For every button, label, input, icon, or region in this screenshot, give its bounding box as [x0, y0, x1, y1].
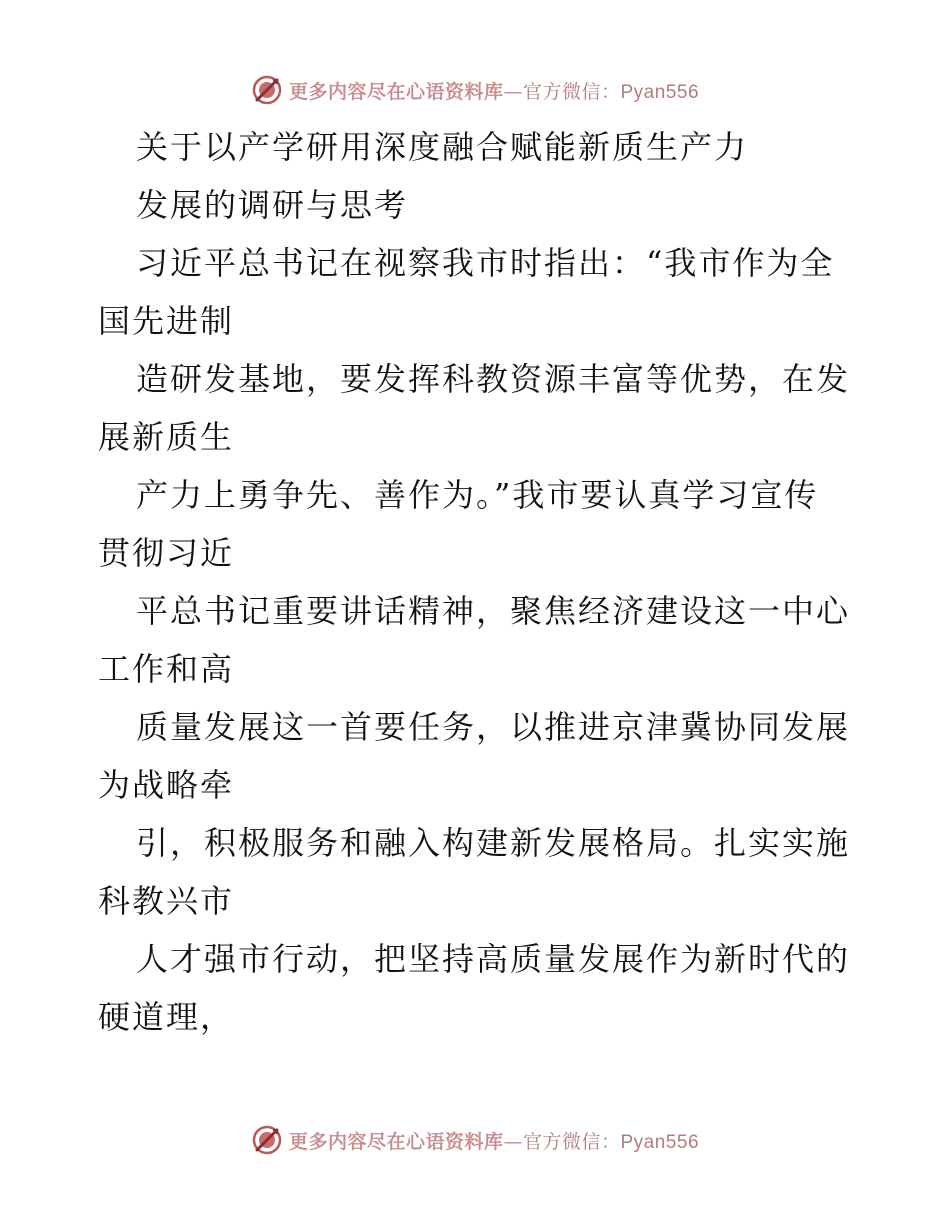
footer-watermark: [0, 1120, 950, 1160]
document-line: 人才强市行动，把坚持高质量发展作为新时代的: [136, 940, 851, 978]
document-line: 硬道理，: [98, 998, 235, 1036]
document-line: 国先进制: [98, 302, 235, 340]
document-line: 平总书记重要讲话精神，聚焦经济建设这一中心: [136, 592, 851, 630]
document-line: 贯彻习近: [98, 534, 235, 572]
document-line: 发展的调研与思考: [136, 186, 409, 224]
document-line: 关于以产学研用深度融合赋能新质生产力: [136, 128, 749, 166]
watermark-text: 更多内容尽在心语资料库—官方微信：Pyan556: [288, 1130, 700, 1153]
document-line: 展新质生: [98, 418, 235, 456]
document-line: 产力上勇争先、善作为。”我市要认真学习宣传: [136, 476, 819, 514]
document-line: 引，积极服务和融入构建新发展格局。扎实实施: [136, 824, 851, 862]
header-watermark: [0, 70, 950, 110]
brand-logo-icon: [251, 74, 283, 106]
document-line: 科教兴市: [98, 882, 235, 920]
document-line: 造研发基地，要发挥科教资源丰富等优势，在发: [136, 360, 851, 398]
watermark-text: 更多内容尽在心语资料库—官方微信：Pyan556: [288, 80, 700, 103]
brand-logo-icon: [251, 1124, 283, 1156]
document-line: 工作和高: [98, 650, 235, 688]
document-line: 为战略牵: [98, 766, 235, 804]
document-body: [98, 118, 858, 1046]
document-line: 质量发展这一首要任务，以推进京津冀协同发展: [136, 708, 851, 746]
document-line: 习近平总书记在视察我市时指出：“我市作为全: [136, 244, 835, 282]
